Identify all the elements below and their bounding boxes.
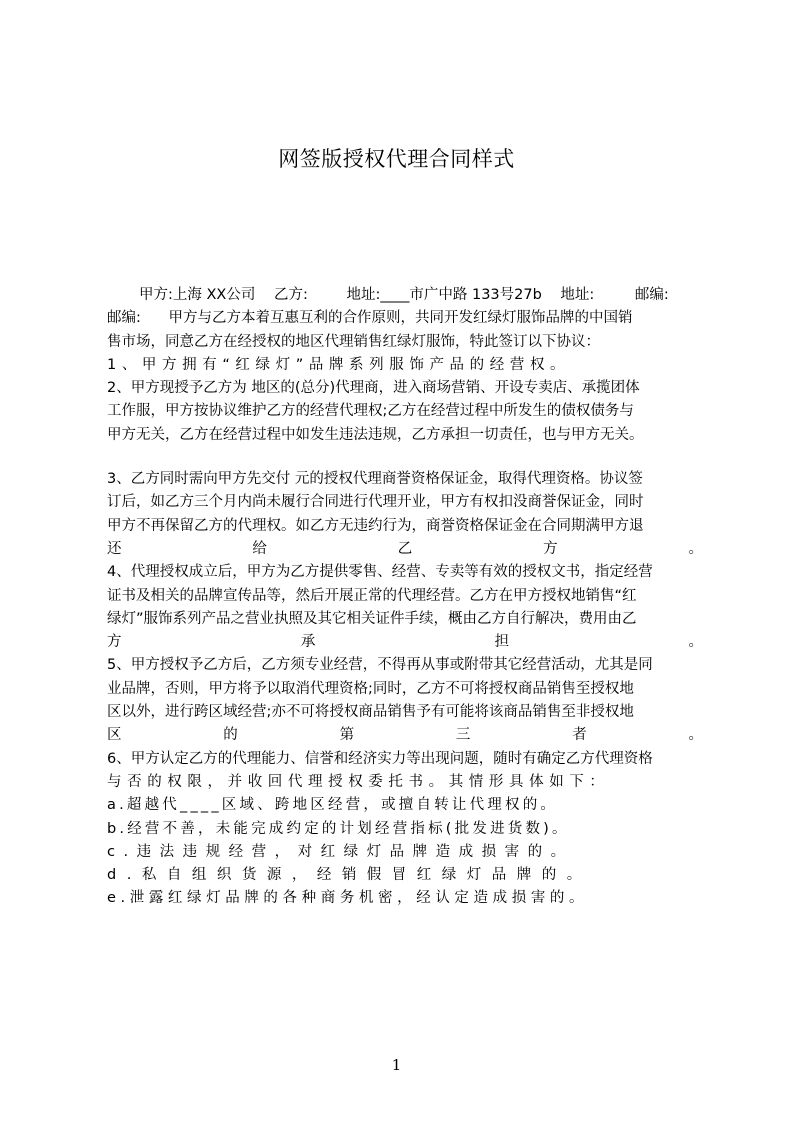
spread-char: 承 <box>300 634 316 651</box>
text-line: 邮编: 甲方与乙方本着互惠互利的合作原则，共同开发红绿灯服饰品牌的中国销 <box>107 310 633 327</box>
list-item: a.超越代____区域、跨地区经营，或擅自转让代理权的。 <box>107 797 559 814</box>
address-b: 地址: <box>560 287 595 303</box>
text-line: 甲方不再保留乙方的代理权。如乙方无违约行为，商誉资格保证金在合同期满甲方退 <box>107 517 644 534</box>
spread-char: 者 <box>572 727 587 744</box>
text-line: 2、甲方现授予乙方为 地区的(总分)代理商，进入商场营销、开设专卖店、承揽团体 <box>107 380 640 397</box>
text-line: 绿灯”服饰系列产品之营业执照及其它相关证件手续，概由乙方自行解决，费用由乙 <box>107 610 637 627</box>
postcode-a: 邮编: <box>634 287 669 303</box>
spread-char: 。 <box>688 540 703 557</box>
text-line: 3、乙方同时需向甲方先交付 元的授权代理商誉资格保证金，取得代理资格。协议签 <box>107 471 643 488</box>
text-line: 5、甲方授权予乙方后，乙方须专业经营，不得再从事或附带其它经营活动，尤其是同 <box>107 657 653 674</box>
spread-char: 乙 <box>397 540 413 557</box>
spread-line <box>107 724 703 747</box>
page-number: 1 <box>391 1056 402 1074</box>
list-item: c.违法违规经营，对红绿灯品牌造成损害的。 <box>107 843 574 860</box>
spread-char: 第 <box>339 727 355 744</box>
text-line: 1、甲方拥有“红绿灯”品牌系列服饰产品的经营权。 <box>107 356 571 373</box>
text-line: 4、代理授权成立后，甲方为乙方提供零售、经营、专卖等有效的授权文书，指定经营 <box>107 564 653 581</box>
text-line: 业品牌，否则，甲方将予以取消代理资格;同时，乙方不可将授权商品销售至授权地 <box>107 680 634 697</box>
text-line: 区以外，进行跨区域经营;亦不可将授权商品销售予有可能将该商品销售至非授权地 <box>107 704 634 721</box>
contract-body <box>107 284 703 911</box>
spread-char: 还 <box>107 540 122 557</box>
parties-line <box>107 284 703 307</box>
spread-line <box>107 538 703 561</box>
spread-char: 三 <box>455 727 471 744</box>
text-line: 订后，如乙方三个月内尚未履行合同进行代理开业，甲方有权扣没商誉保证金，同时 <box>107 494 644 511</box>
spread-char: 方 <box>107 634 122 651</box>
spread-line <box>107 631 703 654</box>
address-a: 地址:____市广中路 133号27b <box>346 287 542 303</box>
text-line: 甲方无关，乙方在经营过程中如发生违法违规，乙方承担一切责任，也与甲方无关。 <box>107 426 644 443</box>
spread-char: 担 <box>494 634 510 651</box>
spread-char: 。 <box>688 634 703 651</box>
spread-char: 区 <box>107 727 122 744</box>
list-item: b.经营不善，未能完成约定的计划经营指标(批发进货数)。 <box>107 820 570 837</box>
spread-char: 的 <box>223 727 238 744</box>
spread-char: 给 <box>252 540 267 557</box>
party-b: 乙方: <box>273 287 308 303</box>
list-item: e.泄露红绿灯品牌的各种商务机密，经认定造成损害的。 <box>107 890 589 907</box>
list-item: d.私自组织货源，经销假冒红绿灯品牌的。 <box>107 867 592 884</box>
text-line: 证书及相关的品牌宣传品等，然后开展正常的代理经营。乙方在甲方授权地销售“红 <box>107 587 637 604</box>
text-line: 工作服，甲方按协议维护乙方的经营代理权;乙方在经营过程中所发生的债权债务与 <box>107 403 634 420</box>
spread-char: 。 <box>688 727 703 744</box>
spread-char: 方 <box>543 540 558 557</box>
document-title: 网签版授权代理合同样式 <box>278 147 515 171</box>
party-a: 甲方:上海 XX公司 <box>139 287 256 303</box>
text-line: 6、甲方认定乙方的代理能力、信誉和经济实力等出现问题，随时有确定乙方代理资格 <box>107 750 653 767</box>
text-line: 与否的权限，并收回代理授权委托书。其情形具体如下： <box>107 773 610 790</box>
text-line: 售市场，同意乙方在经授权的地区代理销售红绿灯服饰，特此签订以下协议： <box>107 333 600 350</box>
paragraph-gap <box>107 447 703 468</box>
